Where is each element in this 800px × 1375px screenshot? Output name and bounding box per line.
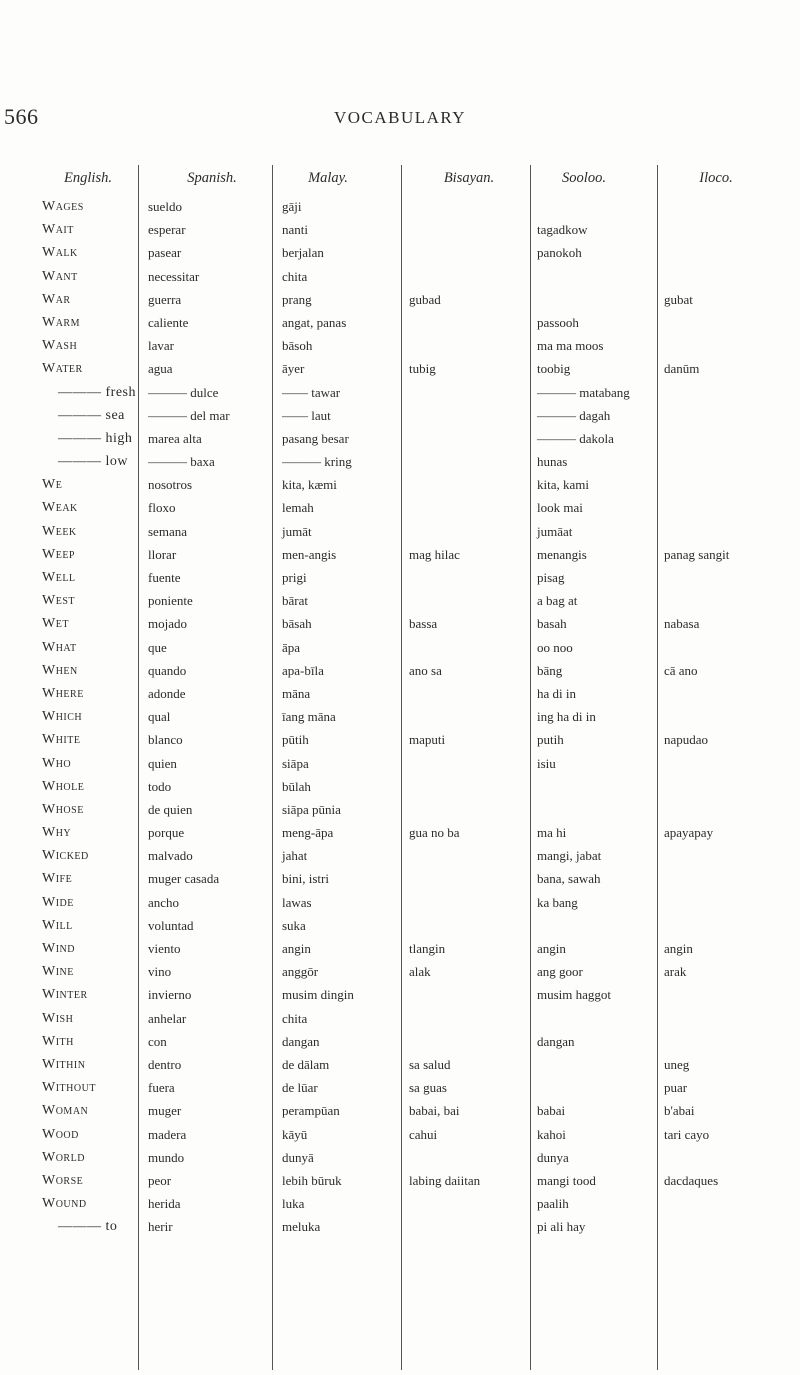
column-headers <box>0 170 800 190</box>
table-row <box>0 315 800 338</box>
sooloo-word: panokoh <box>537 245 582 261</box>
sooloo-word: ing ha di in <box>537 709 596 725</box>
table-row <box>0 1219 800 1242</box>
spanish-word: voluntad <box>148 917 194 933</box>
sooloo-word: putih <box>537 732 564 748</box>
malay-word: lebih būruk <box>282 1172 342 1188</box>
bisayan-word: alak <box>409 964 431 980</box>
sooloo-word: jumāat <box>537 523 573 539</box>
malay-word: siāpa <box>282 755 309 771</box>
iloco-word: nabasa <box>664 616 700 632</box>
iloco-word: tari cayo <box>664 1126 710 1142</box>
table-row <box>0 1080 800 1103</box>
iloco-word: b'abai <box>664 1103 695 1119</box>
iloco-word: panag sangit <box>664 546 730 562</box>
spanish-word: quando <box>148 662 187 678</box>
table-row <box>0 802 800 825</box>
english-word: World <box>42 1149 85 1165</box>
english-word: Worse <box>42 1172 84 1188</box>
english-word: Within <box>42 1056 86 1072</box>
english-word: Wood <box>42 1126 79 1142</box>
english-word: Well <box>42 570 76 585</box>
english-word: Wait <box>42 222 74 238</box>
table-row <box>0 570 800 593</box>
malay-word: berjalan <box>282 245 324 261</box>
sooloo-word: toobig <box>537 361 571 377</box>
malay-word: ——— kring <box>282 454 352 470</box>
table-row <box>0 245 800 268</box>
english-word: What <box>42 639 77 655</box>
spanish-word: herida <box>148 1196 181 1212</box>
sooloo-word: bāng <box>537 662 563 678</box>
spanish-word: dentro <box>148 1056 182 1072</box>
spanish-word: pasear <box>148 245 182 261</box>
sooloo-word: mangi tood <box>537 1172 596 1188</box>
spanish-word: ——— baxa <box>148 454 215 470</box>
spanish-word: con <box>148 1033 167 1049</box>
spanish-word: madera <box>148 1126 187 1142</box>
table-row <box>0 222 800 245</box>
vocabulary-table <box>0 199 800 1242</box>
sooloo-word: ha di in <box>537 685 576 701</box>
malay-word: īang māna <box>282 709 336 725</box>
spanish-word: ——— dulce <box>148 384 219 400</box>
sooloo-word: pi ali hay <box>537 1219 586 1235</box>
spanish-word: herir <box>148 1219 173 1235</box>
english-word: Wound <box>42 1196 87 1212</box>
running-head: VOCABULARY <box>333 108 467 127</box>
malay-word: de lūar <box>282 1080 318 1096</box>
table-row <box>0 1103 800 1126</box>
table-row <box>0 732 800 755</box>
spanish-word: floxo <box>148 500 176 516</box>
english-word: Weak <box>42 500 78 516</box>
table-row <box>0 500 800 523</box>
english-word: ——— low <box>58 454 128 470</box>
spanish-word: lavar <box>148 338 174 354</box>
table-row <box>0 454 800 477</box>
spanish-word: mojado <box>148 616 187 632</box>
spanish-word: ——— del mar <box>148 407 230 423</box>
malay-word: prigi <box>282 570 307 585</box>
sooloo-word: mangi, jabat <box>537 848 602 864</box>
table-row <box>0 1057 800 1080</box>
english-word: Which <box>42 709 83 725</box>
sooloo-word: ma hi <box>537 825 567 841</box>
english-word: ——— high <box>58 430 133 446</box>
malay-word: suka <box>282 917 306 933</box>
malay-word: angin <box>282 941 311 956</box>
spanish-word: semana <box>148 523 187 539</box>
sooloo-word: kahoi <box>537 1126 566 1142</box>
malay-word: āyer <box>282 361 305 377</box>
spanish-word: muger <box>148 1103 182 1119</box>
sooloo-word: ang goor <box>537 964 583 980</box>
malay-word: apa-bīla <box>282 662 324 678</box>
bisayan-word: ano sa <box>409 662 442 678</box>
malay-word: bāsoh <box>282 338 313 354</box>
bisayan-word: gubad <box>409 291 441 307</box>
header-iloco: Iloco. <box>699 170 733 186</box>
spanish-word: marea alta <box>148 430 202 446</box>
malay-word: chita <box>282 1010 308 1026</box>
sooloo-word: musim haggot <box>537 987 612 1003</box>
malay-word: pasang besar <box>282 430 349 446</box>
iloco-word: apayapay <box>664 825 714 841</box>
table-row <box>0 361 800 384</box>
table-row <box>0 269 800 292</box>
spanish-word: caliente <box>148 314 189 330</box>
spanish-word: poniente <box>148 593 193 609</box>
spanish-word: qual <box>148 709 171 725</box>
malay-word: luka <box>282 1196 305 1212</box>
iloco-word: angin <box>664 941 693 956</box>
english-word: Where <box>42 685 84 701</box>
table-row <box>0 1127 800 1150</box>
malay-word: de dālam <box>282 1056 330 1072</box>
bisayan-word: tubig <box>409 361 436 377</box>
table-row <box>0 1196 800 1219</box>
sooloo-word: pisag <box>537 570 565 585</box>
bisayan-word: labing daiitan <box>409 1172 481 1188</box>
spanish-word: de quien <box>148 801 193 817</box>
english-word: Wash <box>42 338 78 354</box>
table-row <box>0 616 800 639</box>
bisayan-word: bassa <box>409 616 438 632</box>
table-row <box>0 941 800 964</box>
table-row <box>0 871 800 894</box>
table-row <box>0 1173 800 1196</box>
table-row <box>0 292 800 315</box>
bisayan-word: babai, bai <box>409 1103 460 1119</box>
spanish-word: fuente <box>148 570 181 585</box>
iloco-word: napudao <box>664 732 709 748</box>
iloco-word: uneg <box>664 1056 690 1072</box>
header-malay: Malay. <box>308 170 348 186</box>
malay-word: siāpa pūnia <box>282 801 341 817</box>
malay-word: —— laut <box>282 407 331 423</box>
malay-word: perampūan <box>282 1103 340 1119</box>
table-row <box>0 964 800 987</box>
bisayan-word: sa guas <box>409 1080 447 1096</box>
english-word: Wide <box>42 894 74 910</box>
spanish-word: blanco <box>148 732 183 748</box>
sooloo-word: passooh <box>537 314 579 330</box>
table-row <box>0 825 800 848</box>
sooloo-word: look mai <box>537 500 583 516</box>
spanish-word: llorar <box>148 546 177 562</box>
malay-word: bārat <box>282 593 308 609</box>
malay-word: lawas <box>282 894 312 910</box>
sooloo-word: dangan <box>537 1033 575 1049</box>
spanish-word: porque <box>148 825 185 841</box>
bisayan-word: maputi <box>409 732 446 748</box>
header-english: English. <box>64 170 112 186</box>
bisayan-word: tlangin <box>409 941 446 956</box>
english-word: Whole <box>42 778 85 794</box>
malay-word: kāyū <box>282 1126 308 1142</box>
english-word: Week <box>42 523 77 539</box>
sooloo-word: hunas <box>537 454 568 470</box>
iloco-word: arak <box>664 964 687 980</box>
english-word: Wind <box>42 941 75 956</box>
malay-word: lemah <box>282 500 314 516</box>
spanish-word: esperar <box>148 222 186 238</box>
malay-word: bini, istri <box>282 871 329 887</box>
spanish-word: sueldo <box>148 199 182 214</box>
spanish-word: muger casada <box>148 871 220 887</box>
malay-word: —— tawar <box>282 384 341 400</box>
table-row <box>0 640 800 663</box>
english-word: With <box>42 1033 74 1049</box>
iloco-word: cā ano <box>664 662 698 678</box>
english-word: Weep <box>42 546 75 562</box>
malay-word: jahat <box>282 848 308 864</box>
english-word: Woman <box>42 1103 89 1119</box>
table-row <box>0 593 800 616</box>
table-row <box>0 895 800 918</box>
sooloo-word: tagadkow <box>537 222 588 238</box>
spanish-word: nosotros <box>148 477 193 493</box>
page-number: 566 <box>4 104 39 129</box>
sooloo-word: menangis <box>537 546 587 562</box>
table-row <box>0 779 800 802</box>
malay-word: kita, kæmi <box>282 477 337 493</box>
table-row <box>0 918 800 941</box>
english-word: Wife <box>42 871 73 887</box>
spanish-word: anhelar <box>148 1010 187 1026</box>
table-row <box>0 524 800 547</box>
table-row <box>0 756 800 779</box>
spanish-word: ancho <box>148 894 180 910</box>
iloco-word: puar <box>664 1080 688 1096</box>
malay-word: pūtih <box>282 732 309 748</box>
malay-word: meng-āpa <box>282 825 334 841</box>
english-word: Why <box>42 825 72 841</box>
iloco-word: danūm <box>664 361 700 377</box>
sooloo-word: ma ma moos <box>537 338 604 354</box>
malay-word: angat, panas <box>282 314 347 330</box>
english-word: Water <box>42 361 83 377</box>
english-word: ——— to <box>58 1219 118 1235</box>
spanish-word: mundo <box>148 1149 185 1165</box>
english-word: When <box>42 662 78 678</box>
iloco-word: gubat <box>664 291 693 307</box>
spanish-word: agua <box>148 361 173 377</box>
iloco-word: dacdaques <box>664 1172 719 1188</box>
english-word: Warm <box>42 314 80 330</box>
malay-word: anggōr <box>282 964 319 980</box>
sooloo-word: ——— dakola <box>537 430 614 446</box>
spanish-word: que <box>148 639 167 655</box>
spanish-word: vino <box>148 964 172 980</box>
english-word: Wages <box>42 199 84 214</box>
spanish-word: malvado <box>148 848 193 864</box>
table-row <box>0 709 800 732</box>
table-row <box>0 408 800 431</box>
malay-word: chita <box>282 268 308 284</box>
spanish-word: adonde <box>148 685 186 701</box>
malay-word: gāji <box>282 199 302 214</box>
english-word: Wet <box>42 616 69 632</box>
english-word: War <box>42 291 71 307</box>
bisayan-word: cahui <box>409 1126 438 1142</box>
english-word: Winter <box>42 987 88 1003</box>
malay-word: āpa <box>282 639 301 655</box>
spanish-word: necessitar <box>148 268 200 284</box>
malay-word: būlah <box>282 778 311 794</box>
header-bisayan: Bisayan. <box>443 170 495 186</box>
table-row <box>0 1011 800 1034</box>
english-word: We <box>42 477 63 493</box>
english-word: Without <box>42 1080 96 1096</box>
malay-word: dunyā <box>282 1149 314 1165</box>
malay-word: jumāt <box>282 523 312 539</box>
table-row <box>0 1150 800 1173</box>
malay-word: meluka <box>282 1219 321 1235</box>
sooloo-word: ka bang <box>537 894 578 910</box>
malay-word: men-angis <box>282 546 337 562</box>
table-row <box>0 848 800 871</box>
sooloo-word: babai <box>537 1103 566 1119</box>
english-word: White <box>42 732 81 748</box>
sooloo-word: angin <box>537 941 566 956</box>
sooloo-word: ——— dagah <box>537 407 611 423</box>
header-sooloo: Sooloo. <box>562 170 606 186</box>
table-row <box>0 385 800 408</box>
malay-word: nanti <box>282 222 308 238</box>
sooloo-word: paalih <box>537 1196 569 1212</box>
header-spanish: Spanish. <box>187 170 237 186</box>
bisayan-word: gua no ba <box>409 825 460 841</box>
spanish-word: invierno <box>148 987 192 1003</box>
english-word: Want <box>42 268 78 284</box>
sooloo-word: oo noo <box>537 639 573 655</box>
table-row <box>0 338 800 361</box>
english-word: ——— sea <box>58 407 125 423</box>
english-word: West <box>42 593 75 609</box>
sooloo-word: a bag at <box>537 593 578 609</box>
english-word: Wine <box>42 964 74 980</box>
table-row <box>0 547 800 570</box>
table-row <box>0 477 800 500</box>
spanish-word: todo <box>148 778 172 794</box>
spanish-word: viento <box>148 941 181 956</box>
malay-word: prang <box>282 291 312 307</box>
english-word: Wicked <box>42 848 89 864</box>
bisayan-word: mag hilac <box>409 546 460 562</box>
table-row <box>0 431 800 454</box>
spanish-word: guerra <box>148 291 182 307</box>
sooloo-word: dunya <box>537 1149 569 1165</box>
english-word: Walk <box>42 245 78 261</box>
sooloo-word: kita, kami <box>537 477 589 493</box>
spanish-word: peor <box>148 1172 172 1188</box>
sooloo-word: basah <box>537 616 567 632</box>
english-word: Whose <box>42 801 84 817</box>
bisayan-word: sa salud <box>409 1056 451 1072</box>
sooloo-word: ——— matabang <box>537 384 630 400</box>
english-word: Will <box>42 917 73 933</box>
table-row <box>0 686 800 709</box>
table-row <box>0 987 800 1010</box>
table-row <box>0 663 800 686</box>
malay-word: bāsah <box>282 616 312 632</box>
spanish-word: fuera <box>148 1080 175 1096</box>
sooloo-word: bana, sawah <box>537 871 601 887</box>
english-word: Who <box>42 755 72 771</box>
malay-word: māna <box>282 685 311 701</box>
english-word: Wish <box>42 1010 74 1026</box>
sooloo-word: isiu <box>537 755 556 771</box>
table-row <box>0 1034 800 1057</box>
malay-word: dangan <box>282 1033 320 1049</box>
table-row <box>0 199 800 222</box>
malay-word: musim dingin <box>282 987 354 1003</box>
spanish-word: quien <box>148 755 177 771</box>
english-word: ——— fresh <box>58 384 136 400</box>
